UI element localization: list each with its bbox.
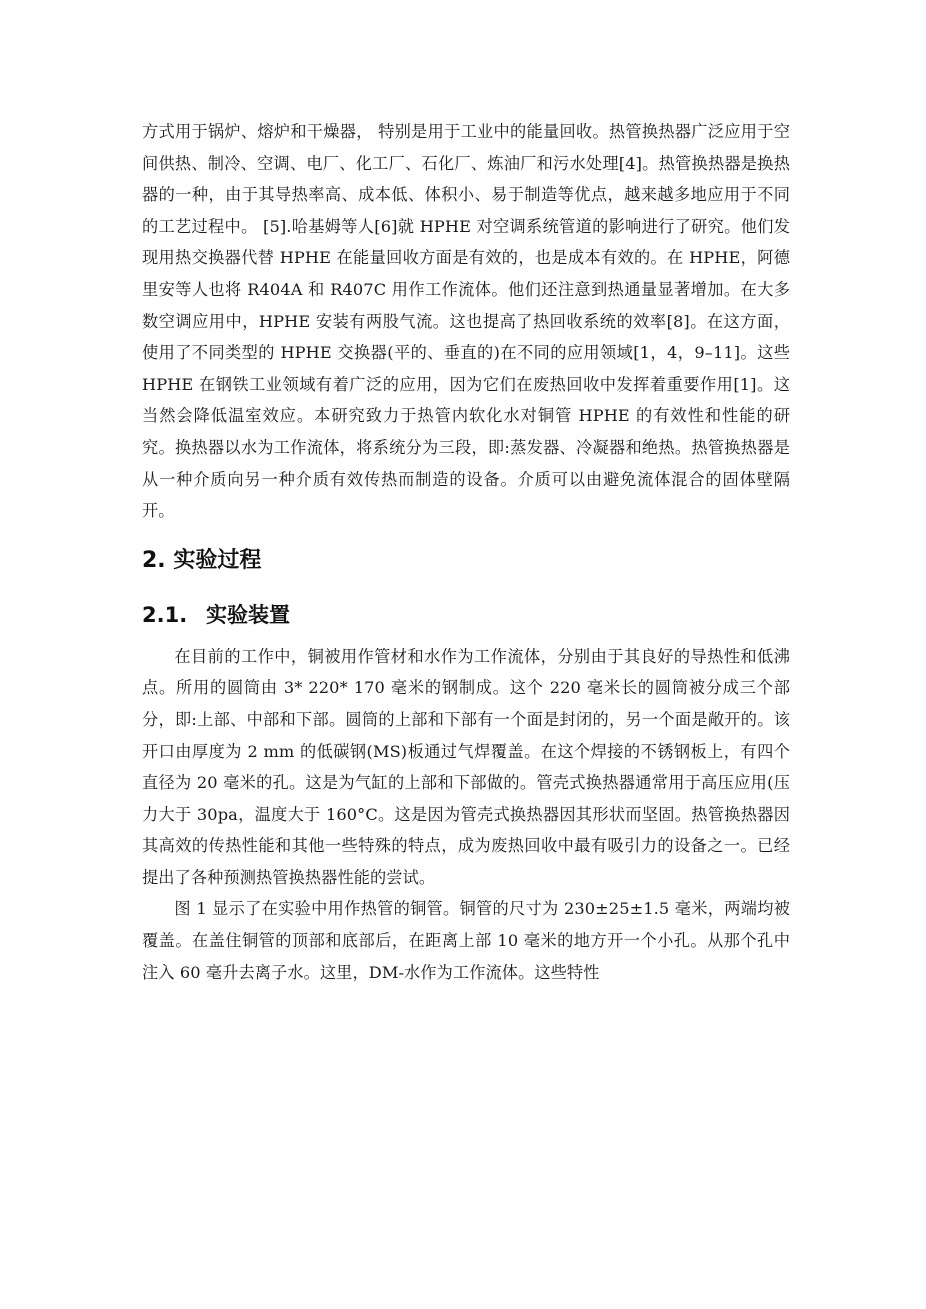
subsection-heading-experimental-setup bbox=[142, 589, 790, 641]
paragraph-intro-continued: 方式用于锅炉、熔炉和干燥器， 特别是用于工业中的能量回收。热管换热器广泛应用于空间供热、制冷、空调、电厂、化工厂、石化厂、炼油厂和污水处理[4]。热管换热器是换热器的一种，由于其导热率高、成本低、体积小、易于制造等优点，越来越多地应用于不同的工艺过程中。 [5].哈基姆等人[6]就 HPHE 对空调系统管道的影响进行了研究。他们发现用热交换器代替 HPHE 在能量回收方面是有效的，也是成本有效的。在 HPHE，阿德里安等人也将 R404A 和 R407C 用作工作流体。他们还注意到热通量显著增加。在大多数空调应用中，HPHE 安装有两股气流。这也提高了热回收系统的效率[8]。在这方面，使用了不同类型的 HPHE 交换器(平的、垂直的)在不同的应用领域[1，4，9–11]。这些 HPHE 在钢铁工业领域有着广泛的应用，因为它们在废热回收中发挥着重要作用[1]。这当然会降低温室效应。本研究致力于热管内软化水对铜管 HPHE 的有效性和性能的研究。换热器以水为工作流体，将系统分为三段，即:蒸发器、冷凝器和绝热。热管换热器是从一种介质向另一种介质有效传热而制造的设备。介质可以由避免流体混合的固体壁隔开。 bbox=[142, 122, 790, 521]
paragraph-figure1-description: 图 1 显示了在实验中用作热管的铜管。铜管的尺寸为 230±25±1.5 毫米，两端均被覆盖。在盖住铜管的顶部和底部后，在距离上部 10 毫米的地方开一个小孔。从那个孔中注入 60 毫升去离子水。这里，DM-水作为工作流体。这些特性 bbox=[142, 899, 790, 982]
document-body bbox=[142, 116, 790, 988]
section-heading-experimental-process: 2. 实验过程 bbox=[142, 547, 262, 573]
paragraph-setup-description: 在目前的工作中，铜被用作管材和水作为工作流体，分别由于其良好的导热性和低沸点。所用的圆筒由 3* 220* 170 毫米的钢制成。这个 220 毫米长的圆筒被分成三个部分，即:上部、中部和下部。圆筒的上部和下部有一个面是封闭的，另一个面是敞开的。该开口由厚度为 2 mm 的低碳钢(MS)板通过气焊覆盖。在这个焊接的不锈钢板上，有四个直径为 20 毫米的孔。这是为气缸的上部和下部做的。管壳式换热器通常用于高压应用(压力大于 30pa，温度大于 160°C。这是因为管壳式换热器因其形状而坚固。热管换热器因其高效的传热性能和其他一些特殊的特点，成为废热回收中最有吸引力的设备之一。已经提出了各种预测热管换热器性能的尝试。 bbox=[142, 646, 790, 887]
subsection-title: 实验装置 bbox=[206, 602, 290, 627]
subsection-number: 2.1. bbox=[142, 602, 188, 627]
